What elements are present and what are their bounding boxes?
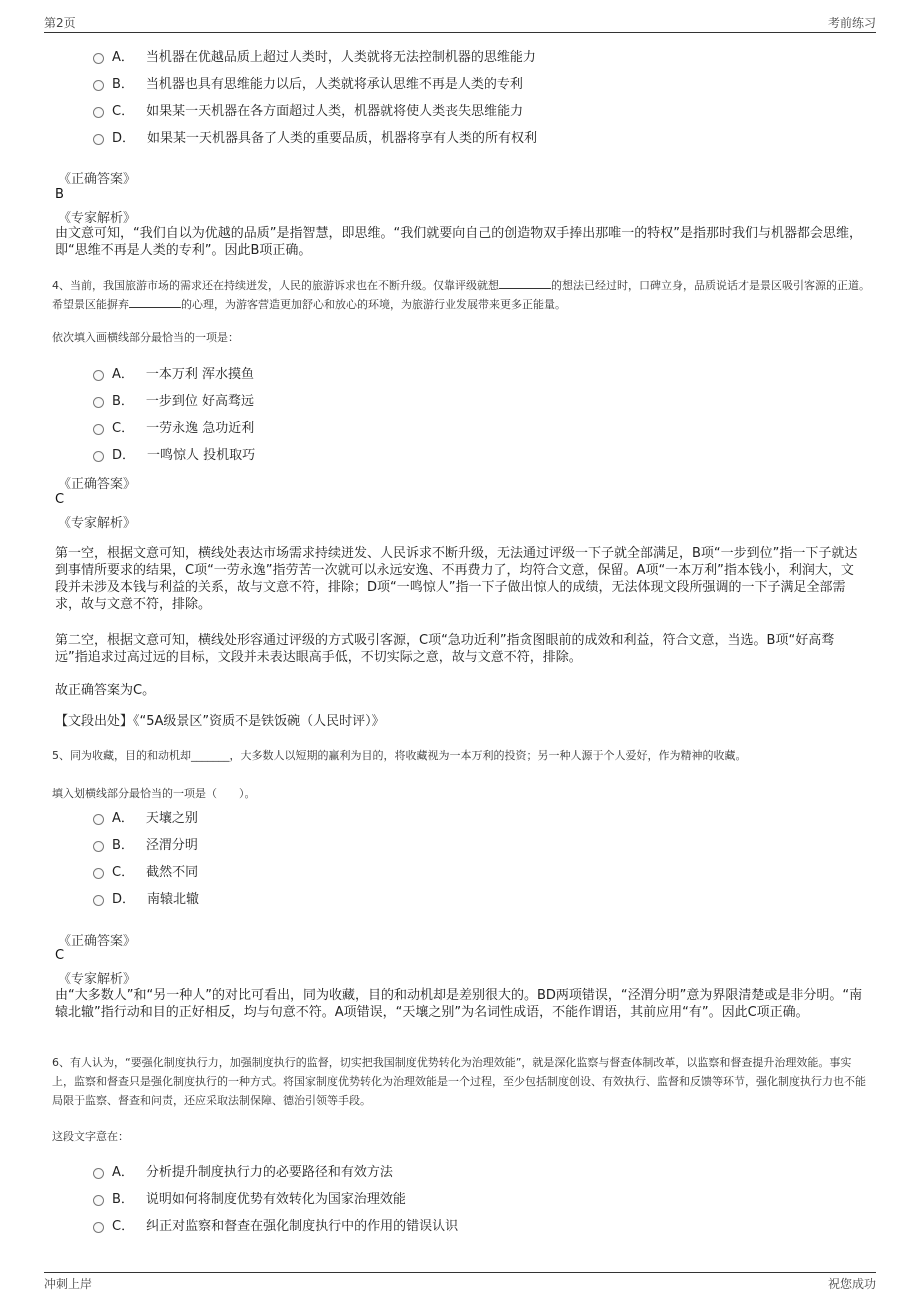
radio-icon[interactable]	[93, 53, 104, 64]
page-number: 第2页	[44, 16, 76, 30]
page-footer	[44, 1272, 876, 1293]
q6-prompt: 这段文字意在：	[52, 1130, 129, 1143]
q5-option-d[interactable]: D． 南辕北辙	[93, 888, 199, 907]
q4-answer: C	[55, 492, 65, 507]
radio-icon[interactable]	[93, 80, 104, 91]
header-title: 考前练习	[827, 16, 876, 30]
q6-option-b[interactable]: B． 说明如何将制度优势有效转化为国家治理效能	[93, 1188, 406, 1207]
q3-answer: B	[55, 187, 64, 202]
radio-icon[interactable]	[93, 868, 104, 879]
q3-option-c[interactable]: C． 如果某一天机器在各方面超过人类，机器就将使人类丧失思维能力	[93, 100, 523, 119]
q4-option-a[interactable]: A． 一本万利 浑水摸鱼	[93, 363, 254, 382]
radio-icon[interactable]	[93, 1195, 104, 1206]
radio-icon[interactable]	[93, 1222, 104, 1233]
fill-blank: _______	[191, 749, 230, 762]
radio-icon[interactable]	[93, 134, 104, 145]
q3-option-a[interactable]: A． 当机器在优越品质上超过人类时，人类就将无法控制机器的思维能力	[93, 46, 536, 65]
q3-analysis: 由文意可知，“我们自以为优越的品质”是指智慧，即思维。“我们就要向自己的创造物双手捧出那唯一的特权”是指那时我们与机器都会思维，即“思维不再是人类的专利”。因此B项正确。	[55, 226, 862, 258]
q4-option-d[interactable]: D． 一鸣惊人 投机取巧	[93, 444, 255, 463]
q4-option-c[interactable]: C． 一劳永逸 急功近利	[93, 417, 254, 436]
q4-source: 【文段出处】《“5A级景区”资质不是铁饭碗（人民时评）》	[55, 714, 385, 729]
q4-answer-label: 《正确答案》	[58, 477, 137, 492]
radio-icon[interactable]	[93, 424, 104, 435]
q5-analysis: 由“大多数人”和“另一种人”的对比可看出，同为收藏，目的和动机却是差别很大的。BD两项错误，“泾渭分明”意为界限清楚或是非分明。“南辕北辙”指行动和目的正好相反，均与句意不符。A项错误，“天壤之别”为名词性成语，不能作谓语，其前应用“有”。因此C项正确。	[55, 988, 863, 1020]
q6-stem: 6、有人认为，“要强化制度执行力，加强制度执行的监督，切实把我国制度优势转化为治理效能”，就是深化监察与督查体制改革，以监察和督查提升治理效能。事实上，监察和督查只是强化制度执行的一种方式。将国家制度优势转化为治理效能是一个过程，至少包括制度创设、有效执行、监督和反馈等环节，强化制度执行力也不能局限于监察、督查和问责，还应采取法制保障、德治引领等手段。	[52, 1056, 866, 1107]
radio-icon[interactable]	[93, 107, 104, 118]
radio-icon[interactable]	[93, 370, 104, 381]
q6-option-c[interactable]: C． 纠正对监察和督查在强化制度执行中的作用的错误认识	[93, 1215, 458, 1234]
q4-analysis-label: 《专家解析》	[58, 516, 137, 531]
page-header	[44, 14, 876, 33]
q4-option-b[interactable]: B． 一步到位 好高骛远	[93, 390, 254, 409]
q5-option-c[interactable]: C． 截然不同	[93, 861, 198, 880]
q5-answer-label: 《正确答案》	[58, 934, 137, 949]
q5-option-a[interactable]: A． 天壤之别	[93, 807, 198, 826]
radio-icon[interactable]	[93, 814, 104, 825]
q4-conclusion: 故正确答案为C。	[55, 683, 156, 698]
q3-answer-label: 《正确答案》	[58, 172, 137, 187]
q5-answer: C	[55, 948, 65, 963]
q6-option-a[interactable]: A． 分析提升制度执行力的必要路径和有效方法	[93, 1161, 393, 1180]
q4-analysis-para1: 第一空，根据文意可知，横线处表达市场需求持续迸发、人民诉求不断升级，无法通过评级一下子就全部满足，B项“一步到位”指一下子就达到事情所要求的结果，C项“一劳永逸”指劳苦一次就可以永远安逸、不再费力了，均符合文意，保留。A项“一本万利”指本钱小，利润大，文段并未涉及本钱与利益的关系，故与文意不符，排除；D项“一鸣惊人”指一下子做出惊人的成绩，无法体现文段所强调的一下子满足全部需求，故与文意不符，排除。	[55, 546, 858, 612]
fill-blank	[129, 295, 181, 308]
radio-icon[interactable]	[93, 841, 104, 852]
q5-analysis-label: 《专家解析》	[58, 972, 137, 987]
q3-option-b[interactable]: B． 当机器也具有思维能力以后，人类就将承认思维不再是人类的专利	[93, 73, 523, 92]
q4-analysis-para2: 第二空，根据文意可知，横线处形容通过评级的方式吸引客源，C项“急功近利”指贪图眼前的成效和利益，符合文意，当选。B项“好高骛远”指追求过高过远的目标，文段并未表达眼高手低，不切实际之意，故与文意不符，排除。	[55, 633, 835, 665]
q5-prompt: 填入划横线部分最恰当的一项是（ ）。	[52, 787, 256, 800]
q4-prompt: 依次填入画横线部分最恰当的一项是：	[52, 331, 239, 344]
footer-left: 冲刺上岸	[44, 1277, 93, 1291]
q3-analysis-label: 《专家解析》	[58, 211, 137, 226]
q3-option-d[interactable]: D． 如果某一天机器具备了人类的重要品质，机器将享有人类的所有权利	[93, 127, 537, 146]
fill-blank	[499, 276, 551, 289]
q5-stem: 5、同为收藏，目的和动机却_______，大多数人以短期的赢利为目的，将收藏视为一本万利的投资；另一种人源于个人爱好，作为精神的收藏。	[52, 749, 747, 762]
radio-icon[interactable]	[93, 451, 104, 462]
radio-icon[interactable]	[93, 895, 104, 906]
radio-icon[interactable]	[93, 1168, 104, 1179]
footer-right: 祝您成功	[827, 1277, 876, 1291]
radio-icon[interactable]	[93, 397, 104, 408]
q4-stem: 4、当前，我国旅游市场的需求还在持续迸发，人民的旅游诉求也在不断升级。仅靠评级就想 的想法已经过时，口碑立身，品质说话才是景区吸引客源的正道。希望景区能摒弃 的心理，为游客营造更加舒心和放心的环境，为旅游行业发展带来更多正能量。	[52, 276, 872, 314]
q5-option-b[interactable]: B． 泾渭分明	[93, 834, 198, 853]
